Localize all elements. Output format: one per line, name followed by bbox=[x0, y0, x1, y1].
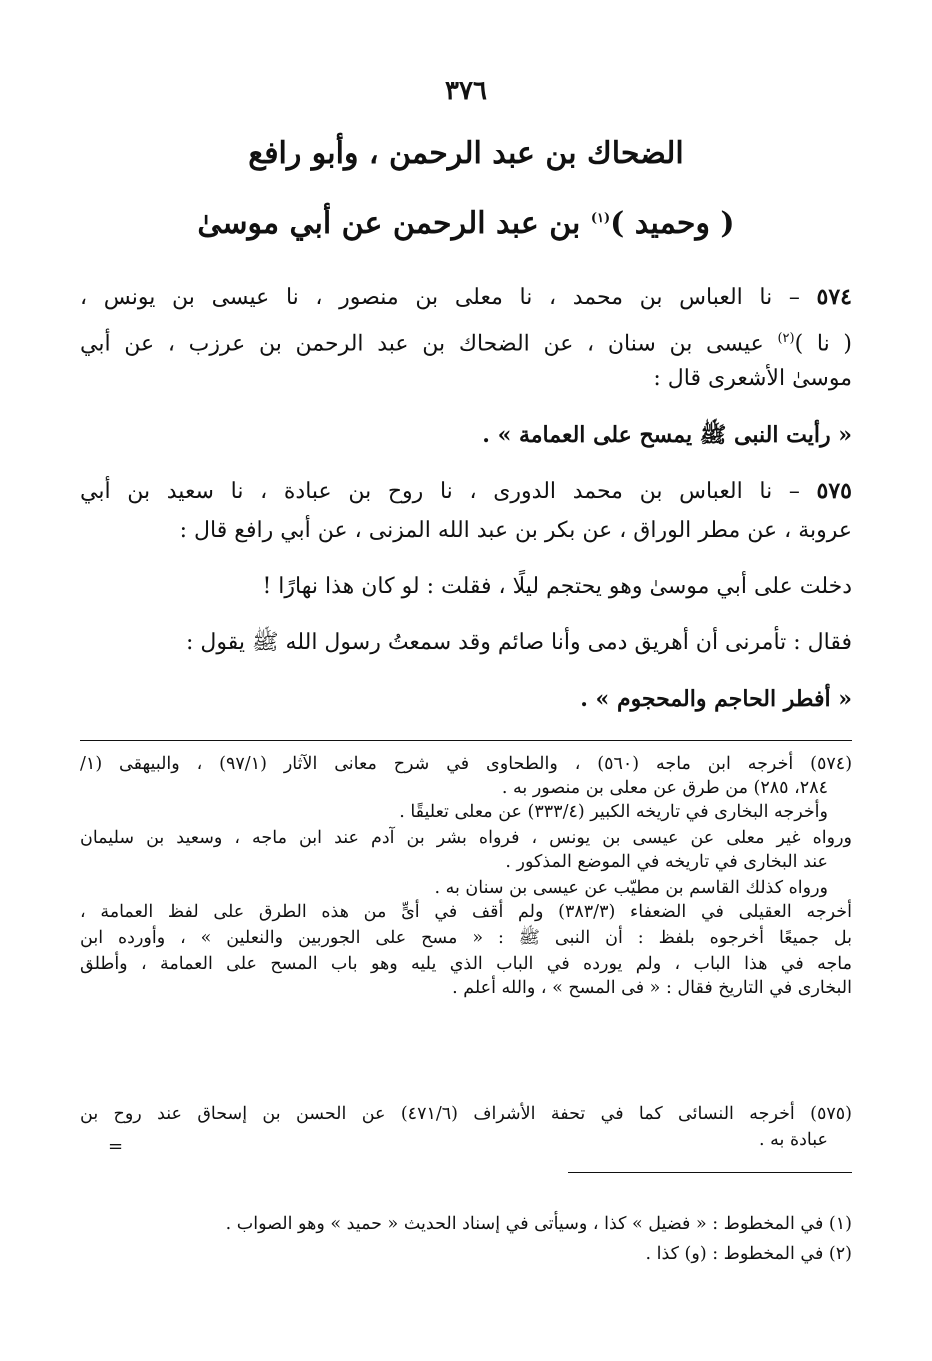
hadith-text: – نا العباس بن محمد الدورى ، نا روح بن عبادة ، نا سعيد بن أبي bbox=[80, 479, 817, 504]
title-rest: بن عبد الرحمن عن أبي موسىٰ bbox=[197, 206, 591, 241]
note-line: ورواه كذلك القاسم بن مطيّب عن عيسى بن سنان به . bbox=[434, 878, 828, 898]
note-line: عند البخارى في تاريخه في الموضع المذكور . bbox=[505, 852, 828, 872]
title-open: ( وحميد ) bbox=[610, 206, 735, 241]
hadith-574-line-2 bbox=[80, 324, 852, 359]
hadith-text: ( نا ) bbox=[794, 331, 853, 357]
note-line: (٥٧٥) أخرجه النسائى كما في تحفة الأشراف (٤٧١/٦) عن الحسن بن إسحاق عند روح بن bbox=[80, 1104, 852, 1124]
note-line: (٥٧٤) أخرجه ابن ماجه (٥٦٠) ، والطحاوى في شرح معانى الآثار (٩٧/١) ، والبيهقى (١/ bbox=[80, 754, 853, 774]
note-line: بل جميعًا أخرجوه بلفظ : أن النبى ﷺ : « مسح على الجوربين والنعلين » ، وأورده ابن bbox=[80, 928, 852, 948]
note-line: ماجه في هذا الباب ، ولم يورده في الباب الذي يليه وهو باب المسح على العمامة ، وأطلق bbox=[80, 954, 852, 974]
note-line: عبادة به . bbox=[759, 1130, 828, 1150]
footnote-1: (١) في المخطوط : « فضيل » كذا ، وسيأتى في إسناد الحديث « حميد » وهو الصواب . bbox=[225, 1214, 852, 1234]
continuation-mark: = bbox=[108, 1136, 124, 1157]
hadith-574-line-1 bbox=[80, 282, 852, 313]
footnote-ref-2: (٢) bbox=[777, 331, 795, 346]
hadith-574-quote: « رأيت النبى ﷺ يمسح على العمامة » . bbox=[482, 422, 852, 448]
hadith-575-line-4: فقال : تأمرنى أن أهريق دمى وأنا صائم وقد سمعتُ رسول الله ﷺ يقول : bbox=[185, 630, 852, 655]
hadith-575-quote: « أفطر الحاجم والمحجوم » . bbox=[580, 686, 852, 712]
hadith-number: ٥٧٥ bbox=[816, 478, 852, 504]
footnote-ref-1: (١) bbox=[590, 211, 611, 226]
hadith-575-line-1 bbox=[80, 476, 852, 507]
hadith-575-line-3: دخلت على أبي موسىٰ وهو يحتجم ليلًا ، فقلت : لو كان هذا نهارًا ! bbox=[262, 574, 852, 599]
hadith-text: عيسى بن سنان ، عن الضحاك بن عبد الرحمن بن عرزب ، عن أبي bbox=[80, 331, 778, 357]
note-line: أخرجه العقيلى في الضعفاء (٣٨٣/٣) ولم أقف في أىٍّ من هذه الطرق على لفظ العمامة ، bbox=[80, 902, 852, 922]
footnote-2: (٢) في المخطوط : (و) كذا . bbox=[645, 1244, 852, 1264]
note-line: البخارى في التاريخ فقال : « فى المسح » ، والله أعلم . bbox=[452, 978, 852, 998]
hadith-575-line-2: عروبة ، عن مطر الوراق ، عن بكر بن عبد الله المزنى ، عن أبي رافع قال : bbox=[179, 518, 852, 543]
hadith-number: ٥٧٤ bbox=[816, 284, 852, 310]
page-number: ٣٧٦ bbox=[445, 76, 487, 106]
hadith-text: – نا العباس بن محمد ، نا معلى بن منصور ، نا عيسى بن يونس ، bbox=[80, 285, 817, 310]
chapter-title-line-1: الضحاك بن عبد الرحمن ، وأبو رافع bbox=[248, 136, 684, 171]
hadith-574-line-3: موسىٰ الأشعرى قال : bbox=[653, 366, 852, 391]
note-line: ٢٨٤، ٢٨٥) من طرق عن معلى بن منصور به . bbox=[501, 778, 828, 798]
chapter-title-line-2 bbox=[0, 206, 932, 241]
note-line: وأخرجه البخارى في تاريخه الكبير (٣٣٣/٤) عن معلى تعليقًا . bbox=[399, 802, 828, 822]
note-line: ورواه غير معلى عن عيسى بن يونس ، فرواه بشر بن آدم عند ابن ماجه ، وسعيد بن سليمان bbox=[80, 828, 852, 848]
divider-rule bbox=[80, 740, 852, 741]
footnote-rule bbox=[568, 1172, 852, 1173]
